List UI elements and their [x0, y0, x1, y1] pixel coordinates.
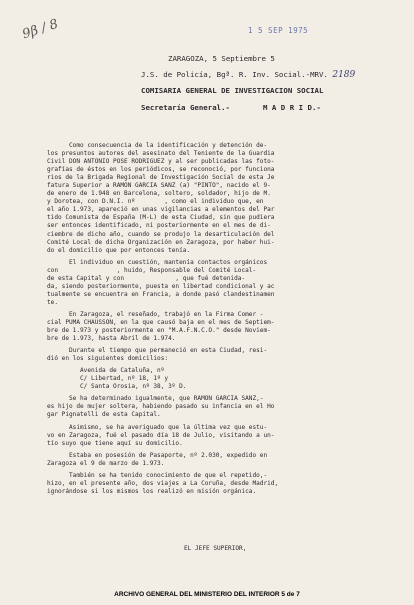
body-line: tido Comunista de España (M-L) de esta Ciudad, sin que pudiera	[47, 214, 275, 222]
reference-handwritten: 2189	[332, 70, 356, 80]
body-line: Durante el tiempo que permaneció en esta Ciudad, resi-	[47, 347, 268, 355]
handwritten-note: 9β / 8	[20, 16, 61, 43]
body-line: te.	[47, 298, 59, 306]
body-line: dió en los siguientes domicilios:	[47, 355, 169, 363]
destination-city: M A D R I D.-	[263, 103, 321, 112]
body-line: da, siendo posteriormente, puesta en libertad condicional y ac	[47, 282, 275, 290]
body-line: fatura Superior a RAMON GARCIA SANZ (a) "PINTO", nacido el 9-	[47, 182, 271, 190]
body-line: bre de 1.973, hasta Abril de 1.974.	[47, 335, 176, 343]
body-line: rios de la Brigada Regional de Investigación Social de esta Je	[47, 174, 275, 182]
body-line: ser entonces identificado, ni posteriormente en el mes de di-	[47, 222, 271, 230]
body-line: También se ha tenido conocimiento de que el repetido,-	[47, 471, 268, 479]
body-line: grafías de éstos en los periódicos, se reconoció, por funciona	[47, 166, 275, 174]
secretariat: Secretaría General.-	[141, 103, 230, 112]
body-line: Comité Local de dicha Organización en Zaragoza, por haber hui-	[47, 238, 275, 246]
body-line: de enero de 1.948 en Barcelona, soltero, soldador, hijo de M.	[47, 190, 271, 198]
body-line: los presuntos autores del asesinato del Teniente de la Guardia	[47, 150, 275, 158]
commissariat-title: COMISARIA GENERAL DE INVESTIGACION SOCIAL	[141, 86, 324, 95]
body-line: ignorándose si los mismos los realizó en misión orgánica.	[47, 487, 257, 495]
body-line: cial PUMA CHAUSSON, en la que causó baja en el mes de Septiem-	[47, 318, 275, 326]
body-line: Zaragoza el 9 de marzo de 1.973.	[47, 459, 165, 467]
reference-line	[141, 70, 355, 80]
body-line: Como consecuencia de la identificación y detención de-	[47, 142, 268, 149]
body-line: C/ Libertad, nº 18, 1º y	[47, 375, 169, 383]
body-line: gar Pignatelli de esta Capital.	[47, 411, 161, 419]
body-line: do el domicilio que por entonces tenía.	[47, 246, 191, 254]
body-line: y Dorotea, con D.N.I. nº , como el individuo que, en	[47, 198, 264, 206]
body-line: hizo, en el presente año, dos viajes a La Coruña, desde Madrid,	[47, 479, 279, 487]
body-line: tío suyo que tiene aquí su domicilio.	[47, 439, 183, 447]
body-line: Se ha determinado igualmente, que RAMON GARCIA SANZ,-	[47, 395, 264, 403]
body-line: ciembre de dicho año, cuando se produjo la desarticulación del	[47, 230, 275, 238]
body-line: es hijo de mujer soltera, habiendo pasado su infancia en el Ho	[47, 403, 275, 411]
body-line: vo en Zaragoza, fué el pasado día 18 de Julio, visitando a un-	[47, 431, 275, 439]
body-line: el año 1.973, apareció en unas vigilancias a elementos del Par	[47, 206, 275, 214]
body-line: El individuo en cuestión, mantenía contactos orgánicos	[47, 258, 268, 266]
archive-footer: ARCHIVO GENERAL DEL MINISTERIO DEL INTERIOR 5 de 7	[114, 591, 300, 598]
letter-body	[47, 142, 369, 496]
body-line: de esta Capital y con , que fué detenida-	[47, 274, 246, 282]
body-line: bre de 1.973 y posteriormente en "M.A.F.N.C.O." desde Noviem-	[47, 327, 271, 335]
reference-text: J.S. de Policía, Bgª. R. Inv. Social.-MRV.	[141, 70, 328, 79]
body-line: En Zaragoza, el reseñado, trabajó en la Firma Comer -	[47, 310, 264, 318]
signature-line: EL JEFE SUPERIOR,	[184, 545, 247, 552]
body-line: Civil DON ANTONIO POSE RODRIGUEZ y al ser publicadas las foto-	[47, 158, 275, 166]
received-stamp: 1 5 SEP 1975	[248, 26, 309, 35]
body-line: Estaba en posesión de Pasaporte, nº 2.030, expedido en	[47, 451, 268, 459]
body-line: con , huido, Responsable del Comité Local-	[47, 266, 257, 274]
body-line: Asimismo, se ha averiguado que la última vez que estu-	[47, 423, 268, 431]
body-line: C/ Santa Orosia, nº 38, 3º D.	[47, 383, 187, 391]
body-line: tualmente se encuentra en Francia, a donde pasó clandestinamen	[47, 290, 275, 298]
place-date: ZARAGOZA, 5 Septiembre 5	[168, 54, 275, 63]
body-line: Avenida de Cataluña, nº	[47, 367, 165, 375]
